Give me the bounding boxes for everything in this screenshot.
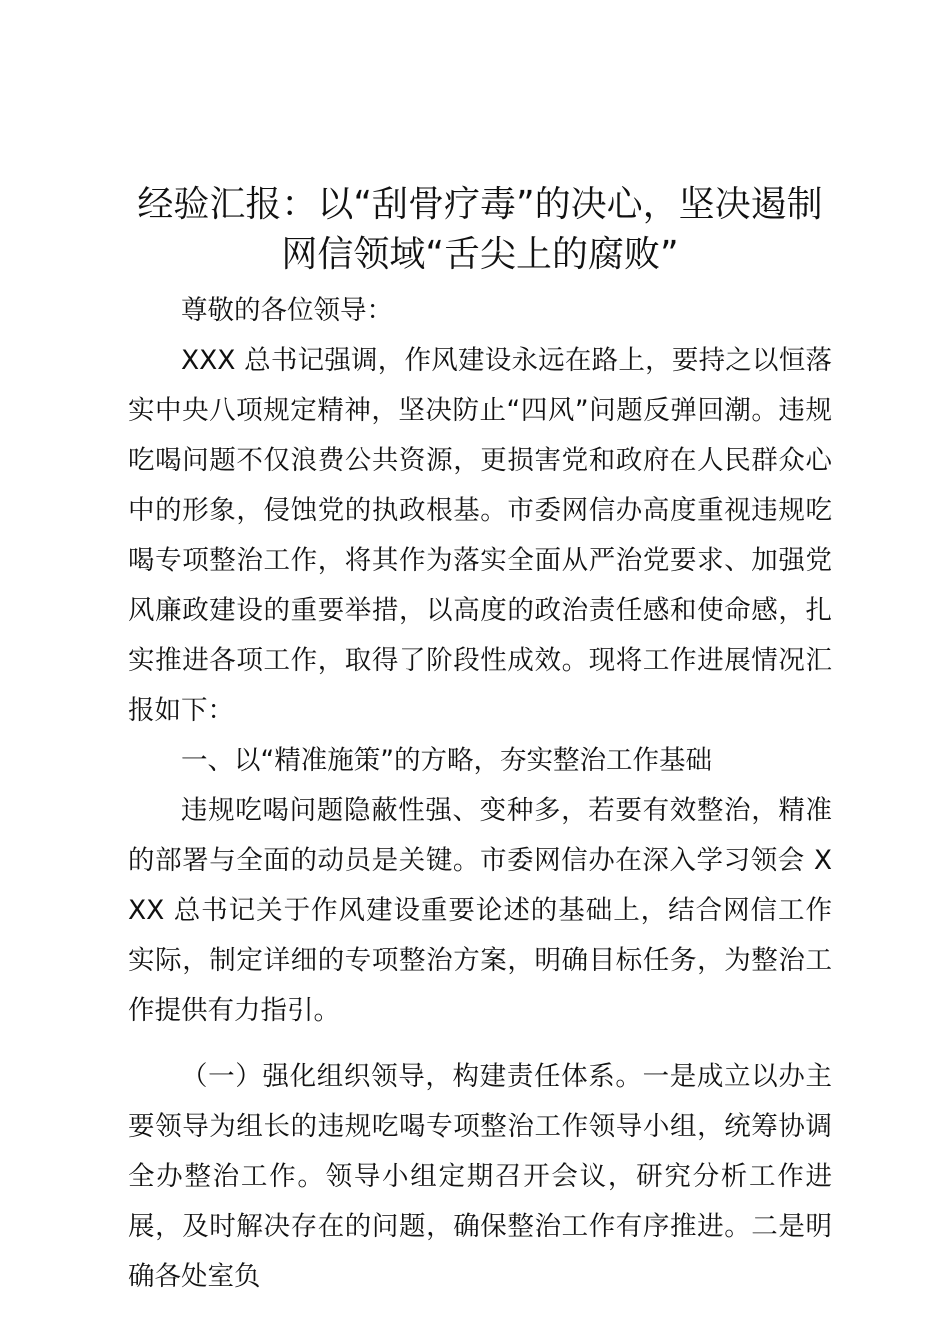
document-title xyxy=(128,180,832,280)
title-line-2: 网信领域“舌尖上的腐败” xyxy=(281,234,679,275)
document-content xyxy=(128,180,832,1302)
title-line-1: 经验汇报：以“刮骨疗毒”的决心，坚决遏制 xyxy=(137,184,823,225)
section-1-paragraph: 违规吃喝问题隐蔽性强、变种多，若要有效整治，精准的部署与全面的动员是关键。市委网信办在深入学习领会 XXX 总书记关于作风建设重要论述的基础上，结合网信工作实际，制定详细的专项整治方案，明确目标任务，为整治工作提供有力指引。 xyxy=(128,795,832,1026)
subsection-1-paragraph: （一）强化组织领导，构建责任体系。一是成立以办主要领导为组长的违规吃喝专项整治工作领导小组，统筹协调全办整治工作。领导小组定期召开会议，研究分析工作进展，及时解决存在的问题，确保整治工作有序推进。二是明确各处室负 xyxy=(128,1061,832,1292)
section-1-heading: 一、以“精准施策”的方略，夯实整治工作基础 xyxy=(181,745,712,776)
intro-paragraph: XXX 总书记强调，作风建设永远在路上，要持之以恒落实中央八项规定精神，坚决防止“四风”问题反弹回潮。违规吃喝问题不仅浪费公共资源，更损害党和政府在人民群众心中的形象，侵蚀党的执政根基。市委网信办高度重视违规吃喝专项整治工作，将其作为落实全面从严治党要求、加强党风廉政建设的重要举措，以高度的政治责任感和使命感，扎实推进各项工作，取得了阶段性成效。现将工作进展情况汇报如下： xyxy=(128,345,832,726)
salutation: 尊敬的各位领导： xyxy=(181,295,393,326)
